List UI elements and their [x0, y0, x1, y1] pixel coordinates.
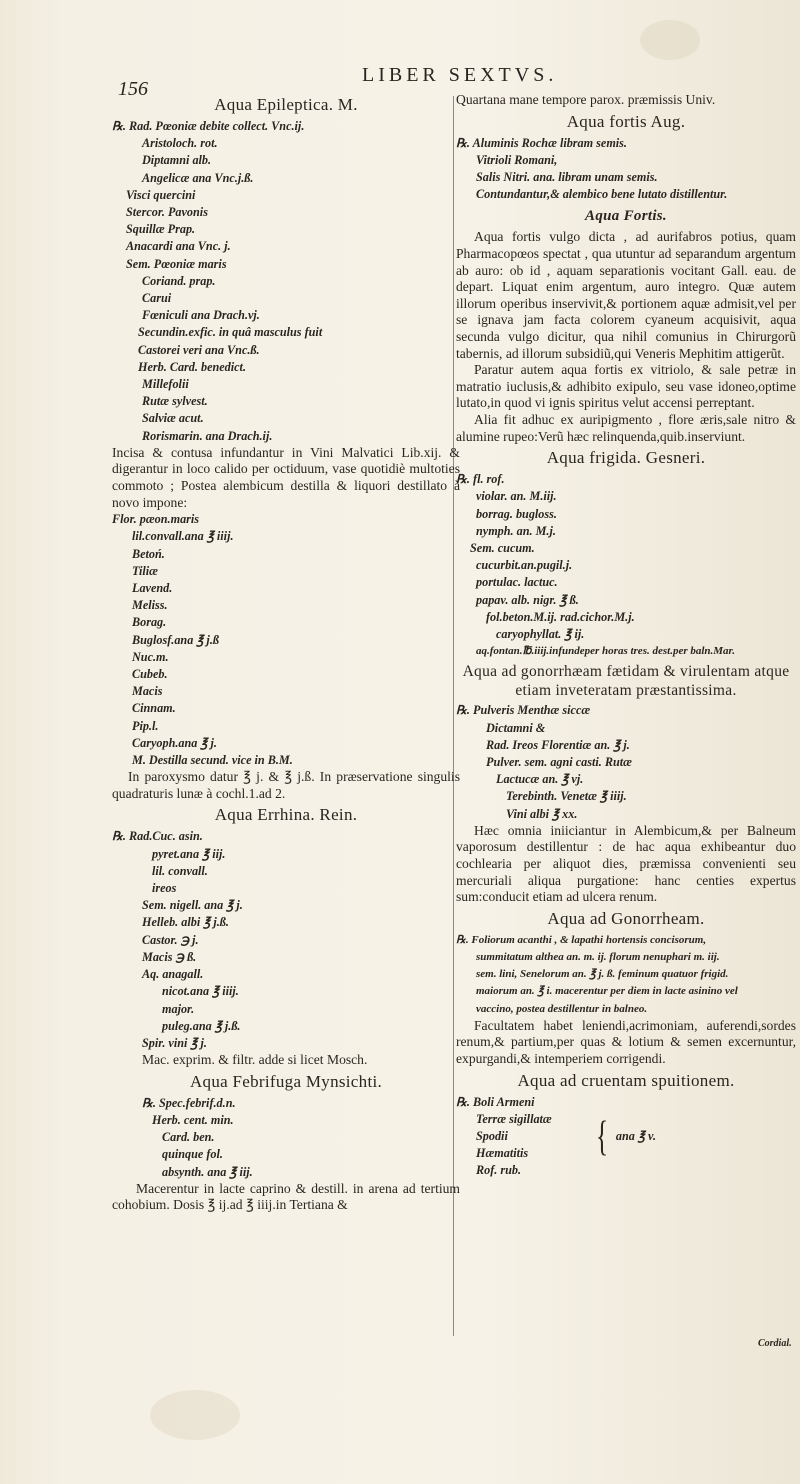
recipe-line: Pulver. sem. agni casti. Rutæ [486, 754, 632, 769]
paragraph: Aqua fortis vulgo dicta , ad aurifabros potius, quam Pharmacopœos spectat , qua utuntur ad separandum argentum ab auro: ob id , aquam separationis vocitant Gall. eau. de depart. Liquat enim argentum, auro integro. Quæ autem illorum operibus inservivit,& portionem aquæ admisit,vel per se ignava jam facta colorem cyaneum acquisivit, aqua secunda vulgo dicitur, qua nihil comunius in Chirurgorũ tabernis, ad illorum subsidiũ,qui Veneris Mephitim attigerũt. [456, 229, 796, 361]
section-title: Aqua ad cruentam spuitionem. [517, 1070, 735, 1090]
recipe-line: Terebinth. Venetæ ℥ iiij. [506, 789, 627, 804]
recipe-line: Pip.l. [132, 718, 159, 733]
running-head: LIBER SEXTVS. [362, 64, 558, 86]
section-title: Aqua frigida. Gesneri. [546, 448, 706, 468]
recipe-line: Fœniculi ana Drach.vj. [142, 308, 260, 323]
recipe-line: Spir. vini ℥ j. [142, 1035, 207, 1050]
recipe-line: ℞. Pulveris Menthæ siccæ [456, 703, 591, 718]
recipe-line: Rof. rub. [476, 1163, 522, 1178]
recipe-list [112, 828, 460, 1052]
recipe-line: Hæmatitis [476, 1146, 529, 1161]
recipe-line: Vitrioli Romani, [476, 152, 558, 167]
recipe-line: Carui [142, 291, 172, 306]
paragraph: Hæc omnia iniiciantur in Alembicum,& per Balneum vaporosum destillentur : de hac aqua exhibeantur duo cochlearia per aliquot dies, præmissa convenienti seu mercuriali aliqua purgatione: hanc centies expertus sum:conducit etiam ad ulcera renum. [456, 822, 796, 905]
section-title: Aqua Fortis. [585, 208, 667, 225]
recipe-line: ℞. fl. rof. [456, 472, 505, 487]
recipe-dose: ana ℥ v. [615, 1128, 657, 1143]
recipe-list [112, 118, 460, 445]
recipe-line: ℞. Spec.febrif.d.n. [142, 1095, 236, 1110]
recipe-line: Secundin.exfic. in quâ masculus fuit [138, 325, 323, 340]
recipe-line: ℞. Aluminis Rochæ libram semis. [456, 135, 627, 150]
recipe-line: ℞. Rad.Cuc. asin. [112, 829, 203, 844]
recipe-line: Castorei veri ana Vnc.ß. [138, 342, 260, 357]
recipe-line: Millefolii [142, 377, 189, 392]
recipe-line: Lavend. [132, 581, 173, 596]
section-title: Aqua fortis Aug. [566, 111, 686, 131]
recipe-line: Betoń. [132, 546, 165, 561]
recipe-line: Salviæ acut. [142, 411, 204, 426]
brace-icon: { [595, 1113, 608, 1160]
recipe-line: Coriand. prap. [142, 273, 216, 288]
recipe-line: ℞. Foliorum acanthi , & lapathi hortensis concisorum, [456, 933, 707, 946]
marginal-note: Cordial. [758, 1338, 792, 1349]
recipe-line: Cinnam. [132, 701, 176, 716]
recipe-list [456, 1094, 552, 1180]
paragraph: Facultatem habet leniendi,acrimoniam, auferendi,sordes renum,& partium,per quas & lotium & semen excernuntur, expurgandi,& intemperiem corrigendi. [456, 1017, 796, 1066]
section-title: Aqua Epileptica. M. [214, 95, 358, 114]
recipe-line: Castor. ℈ j. [142, 932, 199, 947]
recipe-line: Helleb. albi ℥ j.ß. [142, 915, 229, 930]
paper-stain [150, 1390, 240, 1440]
recipe-line: Rorismarin. ana Drach.ij. [142, 428, 273, 443]
recipe-line: caryophyllat. ℥ ij. [496, 626, 585, 641]
recipe-line: maiorum an. ℥ i. macerentur per diem in lacte asinino vel [476, 985, 738, 998]
recipe-line: nymph. an. M.j. [476, 523, 556, 538]
recipe-line: pyret.ana ℥ iij. [152, 846, 226, 861]
recipe-line: ℞. Rad. Pœoniæ debite collect. Vnc.ij. [112, 119, 305, 133]
recipe-line: Borag. [132, 615, 167, 630]
recipe-line: M. Destilla secund. vice in B.M. [132, 753, 293, 768]
recipe-line: cucurbit.an.pugil.j. [476, 558, 573, 573]
recipe-line: Vini albi ℥ xx. [506, 806, 578, 821]
recipe-line: lil.convall.ana ℥ iiij. [132, 529, 234, 544]
recipe-line: Lactucæ an. ℥ vj. [496, 772, 584, 787]
recipe-line: papav. alb. nigr. ℥ ß. [476, 592, 579, 607]
page-number: 156 [118, 78, 148, 100]
recipe-line: Rad. Ireos Florentiæ an. ℥ j. [486, 737, 630, 752]
recipe-line: Angelicæ ana Vnc.j.ß. [142, 170, 254, 185]
recipe-line: Stercor. Pavonis [126, 205, 208, 220]
paragraph: Paratur autem aqua fortis ex vitriolo, & sale petræ in matratio iuclusis,& adhibito exipulo, seu vase idoneo,optime lutato,in quod vi ignis spiritus velut accensi perreptant. [456, 362, 796, 411]
recipe-line: Meliss. [132, 598, 168, 613]
recipe-line: Anacardi ana Vnc. j. [126, 239, 231, 254]
recipe-line: Contundantur,& alembico bene lutato distillentur. [476, 187, 728, 202]
recipe-line: nicot.ana ℥ iiij. [162, 984, 239, 999]
recipe-line: Cubeb. [132, 667, 168, 682]
recipe-line: lil. convall. [152, 863, 208, 878]
paragraph: Macerentur in lacte caprino & destill. in arena ad tertium cohobium. Dosis ℥ ij.ad ℥ iiij.in Tertiana & [112, 1180, 460, 1213]
recipe-line: fol.beton.M.ij. rad.cichor.M.j. [486, 609, 635, 624]
section-title: Aqua ad gonorrhæam fætidam & virulentam atque etiam inveteratam præstantissima. [462, 663, 790, 700]
section-title: Aqua Febrifuga Mynsichti. [189, 1071, 383, 1091]
recipe-block [456, 1094, 796, 1180]
recipe-list [112, 1095, 460, 1181]
recipe-line: summitatum althea an. m. ij. florum nenuphari m. iij. [476, 950, 720, 963]
recipe-line: Salis Nitri. ana. libram unam semis. [476, 170, 658, 184]
recipe-line: Sem. Pœoniæ maris [126, 256, 227, 271]
paragraph: Alia fit adhuc ex auripigmento , flore æris,sale nitro & alumine rupeo:Verũ hæc relinquenda,quib.inserviunt. [456, 411, 796, 444]
recipe-line: absynth. ana ℥ iij. [162, 1164, 253, 1179]
recipe-line: aq.fontan.℔.iiij.infundeper horas tres. dest.per baln.Mar. [476, 645, 735, 658]
recipe-line: major. [162, 1001, 195, 1016]
recipe-line: sem. lini, Senelorum an. ℥ j. ß. feminum quatuor frigid. [476, 968, 729, 981]
recipe-line: ireos [152, 881, 177, 896]
paragraph: Mac. exprim. & filtr. adde si licet Mosch. [142, 1052, 368, 1068]
recipe-line: Herb. cent. min. [152, 1112, 234, 1127]
recipe-line: Sem. cucum. [470, 540, 535, 555]
recipe-list [456, 135, 796, 204]
recipe-line: violar. an. M.iij. [476, 489, 557, 504]
recipe-line: borrag. bugloss. [476, 506, 557, 521]
recipe-line: Dictamni & [486, 720, 546, 735]
right-column [456, 92, 796, 1180]
section-title: Aqua Errhina. Rein. [214, 805, 358, 825]
recipe-list [456, 932, 796, 1018]
recipe-line: Card. ben. [162, 1130, 215, 1145]
recipe-line: Terræ sigillatæ [476, 1111, 552, 1126]
recipe-line: portulac. lactuc. [476, 575, 558, 590]
recipe-line: Sem. nigell. ana ℥ j. [142, 898, 243, 913]
recipe-list [456, 471, 796, 660]
recipe-line: Caryoph.ana ℥ j. [132, 735, 217, 750]
recipe-line: Diptamni alb. [142, 153, 212, 168]
recipe-line: Flor. pæon.maris [112, 512, 200, 527]
recipe-line: Spodii [476, 1128, 508, 1143]
paragraph: Quartana mane tempore parox. præmissis Univ. [456, 92, 716, 107]
recipe-line: ℞. Boli Armeni [456, 1094, 535, 1109]
paragraph: In paroxysmo datur ℥ j. & ℥ j.ß. In præservatione singulis quadraturis lunæ à cochl.1.ad 2. [112, 769, 460, 801]
recipe-line: puleg.ana ℥ j.ß. [162, 1018, 241, 1033]
recipe-line: quinque fol. [162, 1147, 223, 1162]
recipe-line: Squillæ Prap. [126, 222, 196, 237]
recipe-list [456, 702, 796, 822]
section-title: Aqua ad Gonorrheam. [547, 908, 705, 928]
left-column [112, 92, 460, 1214]
recipe-line: Rutæ sylvest. [142, 394, 208, 409]
recipe-line: Macis [132, 684, 163, 699]
paper-stain [640, 20, 700, 60]
recipe-line: Macis ℈ ß. [142, 949, 197, 964]
recipe-line: Aristoloch. rot. [142, 136, 218, 151]
recipe-line: Nuc.m. [132, 649, 169, 664]
paragraph: Incisa & contusa infundantur in Vini Malvatici Lib.xij. & digerantur in loco calido per octiduum, vase quotidiè multoties commoto ; Postea alembicum destilla & liquori destillato à novo impone: [112, 444, 460, 510]
recipe-line: vaccino, postea destillentur in balneo. [476, 1002, 648, 1015]
recipe-line: Buglosf.ana ℥ j.ß [132, 632, 219, 647]
recipe-list [112, 511, 460, 769]
recipe-line: Tiliæ [132, 563, 158, 578]
recipe-line: Visci quercini [126, 187, 196, 202]
recipe-line: Herb. Card. benedict. [138, 359, 246, 374]
recipe-line: Aq. anagall. [142, 967, 204, 982]
